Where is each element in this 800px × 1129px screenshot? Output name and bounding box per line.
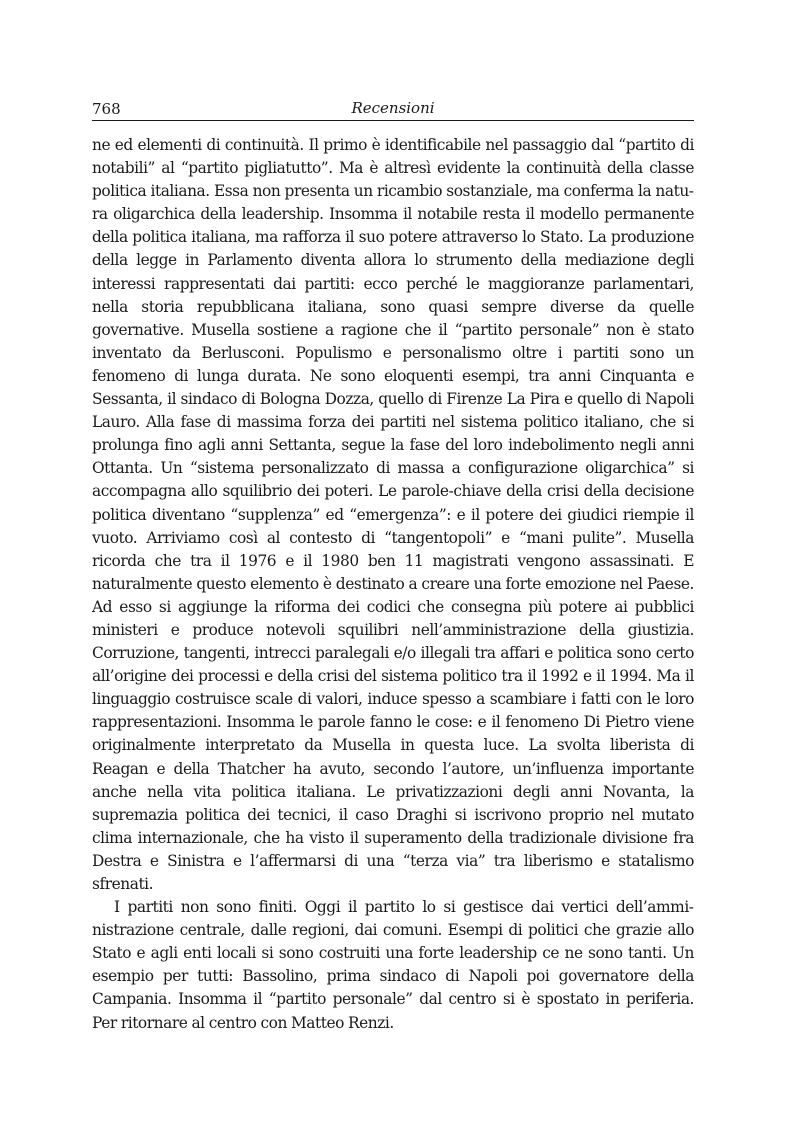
- page-number: 768: [92, 100, 121, 118]
- document-page: [92, 96, 694, 1035]
- body-text: [92, 134, 694, 1035]
- running-title: Recensioni: [351, 99, 435, 117]
- paragraph: I partiti non sono finiti. Oggi il partito lo si gestisce dai vertici dell’amministrazione centrale, dalle regioni, dai comuni. Esempi di politici che grazie allo Stato e agli enti locali si sono costruiti una forte leadership ce ne sono tanti. Un esempio per tutti: Bassolino, prima sindaco di Napoli poi governatore della Campania. Insomma il “partito personale” dal centro si è spostato in periferia. Per ritornare al centro con Matteo Renzi.: [92, 898, 694, 1032]
- paragraph-continued: ne ed elementi di continuità. Il primo è identificabile nel passaggio dal “partito di notabili” al “partito pigliatutto”. Ma è altresì evidente la continuità della classe politica italiana. Essa non presenta un ricambio sostanziale, ma conferma la natura oligarchica della leadership. Insomma il notabile resta il modello permanente della politica italiana, ma rafforza il suo potere attraverso lo Stato. La produzione della legge in Parlamento diventa allora lo strumento della mediazione degli interessi rappresentati dai partiti: ecco perché le maggioranze parlamentari, nella storia repubblicana italiana, sono quasi sempre diverse da quelle governative. Musella sostiene a ragione che il “partito personale” non è stato inventato da Berlusconi. Populismo e personalismo oltre i partiti sono un fenomeno di lunga durata. Ne sono eloquenti esempi, tra anni Cinquanta e Sessanta, il sindaco di Bologna Dozza, quello di Firenze La Pira e quello di Napoli Lauro. Alla fase di massima forza dei partiti nel sistema politico italiano, che si prolunga fino agli anni Settanta, segue la fase del loro indebolimento negli anni Ottanta. Un “sistema personalizzato di massa a configurazione oligarchica” si accompagna allo squilibrio dei poteri. Le parole-chiave della crisi della decisione politica diventano “supplenza” ed “emergenza”: e il potere dei giudici riempie il vuoto. Arriviamo così al contesto di “tangentopoli” e “mani pulite”. Musella ricorda che tra il 1976 e il 1980 ben 11 magistrati vengono assassinati. E naturalmente questo elemento è destinato a creare una forte emozione nel Paese. Ad esso si aggiunge la riforma dei codici che consegna più potere ai pubblici ministeri e produce notevoli squilibri nell’amministrazione della giustizia. Corruzione, tangenti, intrecci paralegali e/o illegali tra affari e politica sono certo all’origine dei processi e della crisi del sistema politico tra il 1992 e il 1994. Ma il linguaggio costruisce scale di valori, induce spesso a scambiare i fatti con le loro rappresentazioni. Insomma le parole fanno le cose: e il fenomeno Di Pietro viene originalmente interpretato da Musella in questa luce. La svolta liberista di Reagan e della Thatcher ha avuto, secondo l’autore, un’influenza importante anche nella vita politica italiana. Le privatizzazioni degli anni Novanta, la supremazia politica dei tecnici, il caso Draghi si iscrivono proprio nel mutato clima internazionale, che ha visto il superamento della tradizionale divisione fra Destra e Sinistra e l’affermarsi di una “terza via” tra liberismo e statalismo sfrenati.: [92, 136, 694, 893]
- running-header: [92, 96, 694, 121]
